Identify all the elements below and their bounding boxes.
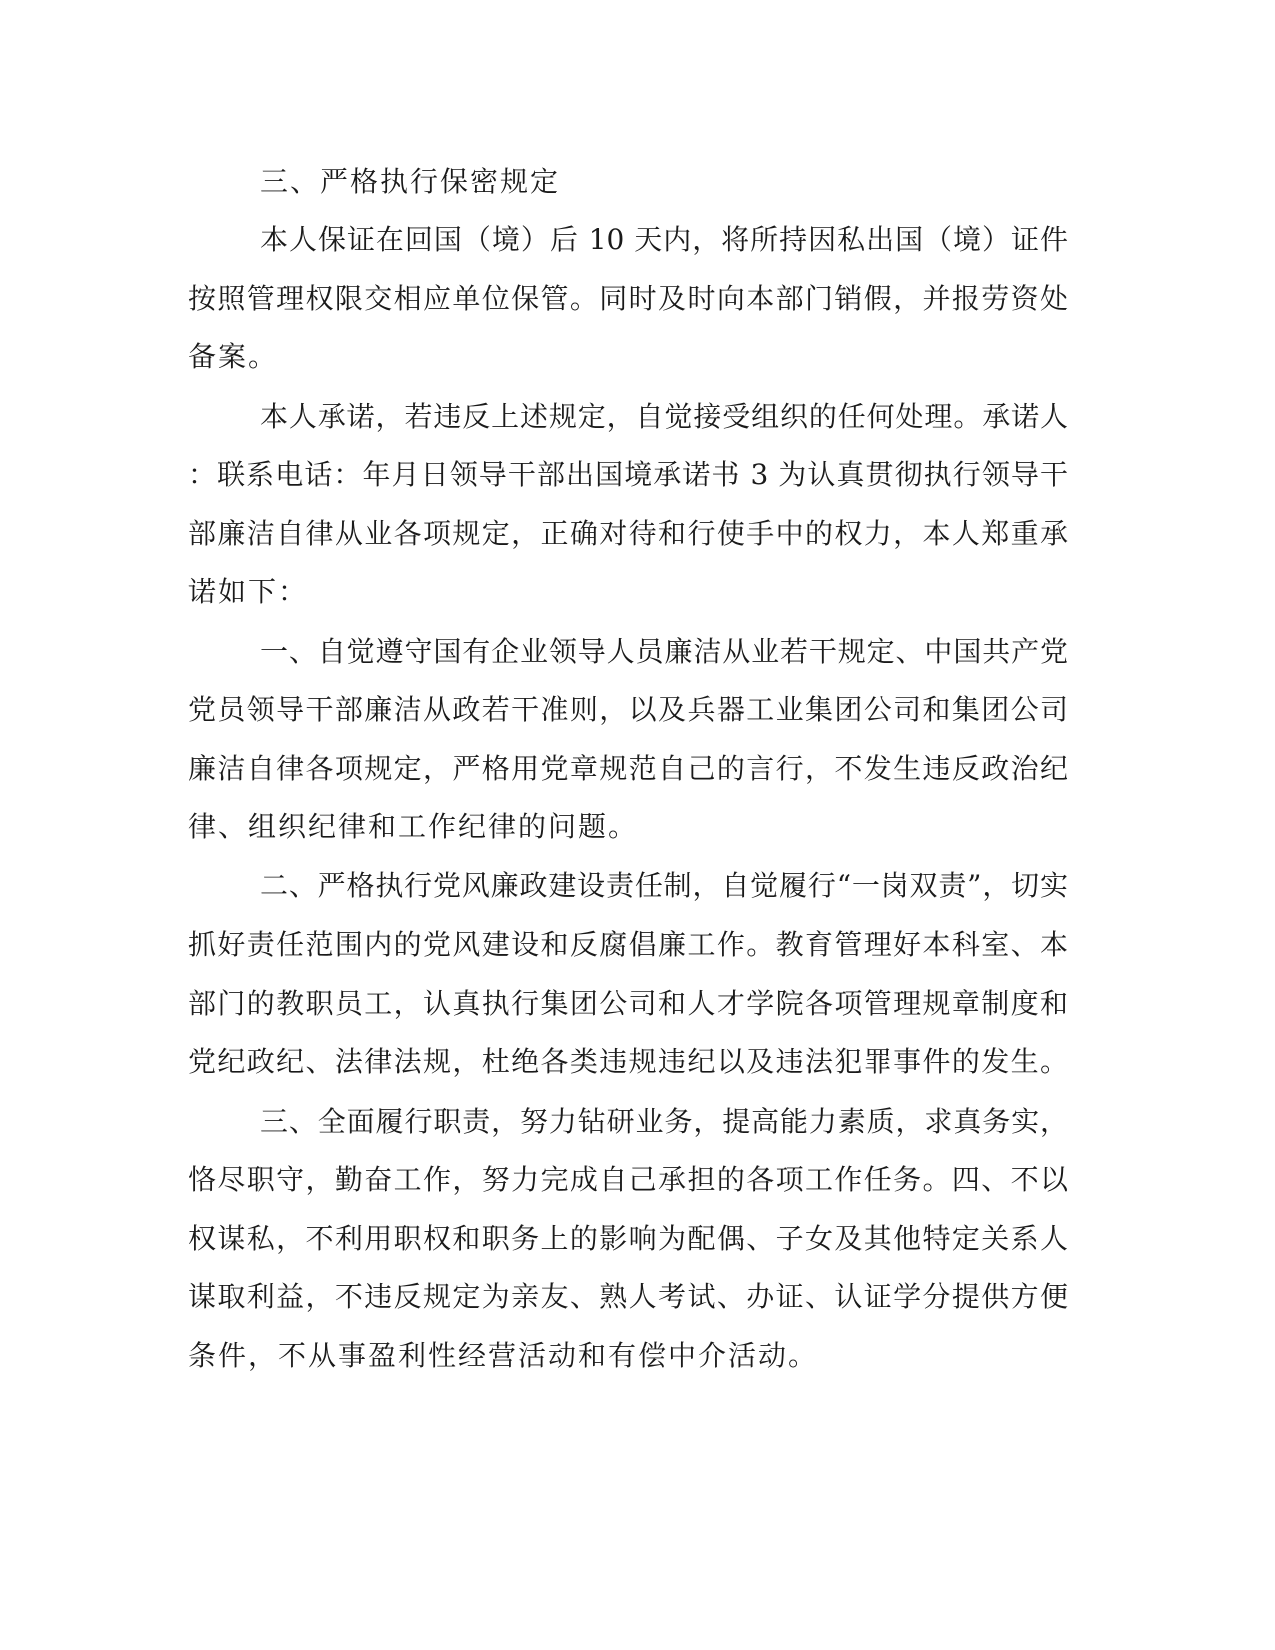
paragraph-line: 二、严格执行党风廉政建设责任制，自觉履行“一岗双责”，切实 — [260, 869, 1068, 902]
paragraph-line: 抓好责任范围内的党风建设和反腐倡廉工作。教育管理好本科室、本 — [188, 928, 1068, 961]
paragraph-line: 部廉洁自律从业各项规定，正确对待和行使手中的权力，本人郑重承 — [188, 517, 1068, 550]
paragraph-line: 谋取利益，不违反规定为亲友、熟人考试、办证、认证学分提供方便 — [188, 1280, 1068, 1313]
paragraph-line: 本人保证在回国（境）后 10 天内，将所持因私出国（境）证件 — [260, 223, 1068, 256]
paragraph-line: 部门的教职员工，认真执行集团公司和人才学院各项管理规章制度和 — [188, 987, 1068, 1020]
paragraph-line: 党员领导干部廉洁从政若干准则，以及兵器工业集团公司和集团公司 — [188, 693, 1068, 726]
paragraph-line: ：联系电话：年月日领导干部出国境承诺书 3 为认真贯彻执行领导干 — [188, 458, 1068, 491]
paragraph-line: 备案。 — [188, 340, 279, 373]
paragraph-line: 权谋私，不利用职权和职务上的影响为配偶、子女及其他特定关系人 — [188, 1222, 1068, 1255]
paragraph-line: 廉洁自律各项规定，严格用党章规范自己的言行，不发生违反政治纪 — [188, 752, 1068, 785]
paragraph-line: 党纪政纪、法律法规，杜绝各类违规违纪以及违法犯罪事件的发生。 — [188, 1045, 1068, 1078]
paragraph-line: 按照管理权限交相应单位保管。同时及时向本部门销假，并报劳资处 — [188, 282, 1068, 315]
paragraph-line: 条件，不从事盈利性经营活动和有偿中介活动。 — [188, 1339, 819, 1372]
paragraph-line: 恪尽职守，勤奋工作，努力完成自己承担的各项工作任务。四、不以 — [188, 1163, 1068, 1196]
paragraph-line: 三、全面履行职责，努力钻研业务，提高能力素质，求真务实， — [260, 1105, 1068, 1138]
paragraph-line: 诺如下： — [188, 575, 309, 608]
paragraph-line: 律、组织纪律和工作纪律的问题。 — [188, 810, 639, 843]
section-heading: 三、严格执行保密规定 — [260, 165, 561, 198]
paragraph-line: 本人承诺，若违反上述规定，自觉接受组织的任何处理。承诺人 — [260, 400, 1068, 433]
paragraph-line: 一、自觉遵守国有企业领导人员廉洁从业若干规定、中国共产党 — [260, 635, 1068, 668]
